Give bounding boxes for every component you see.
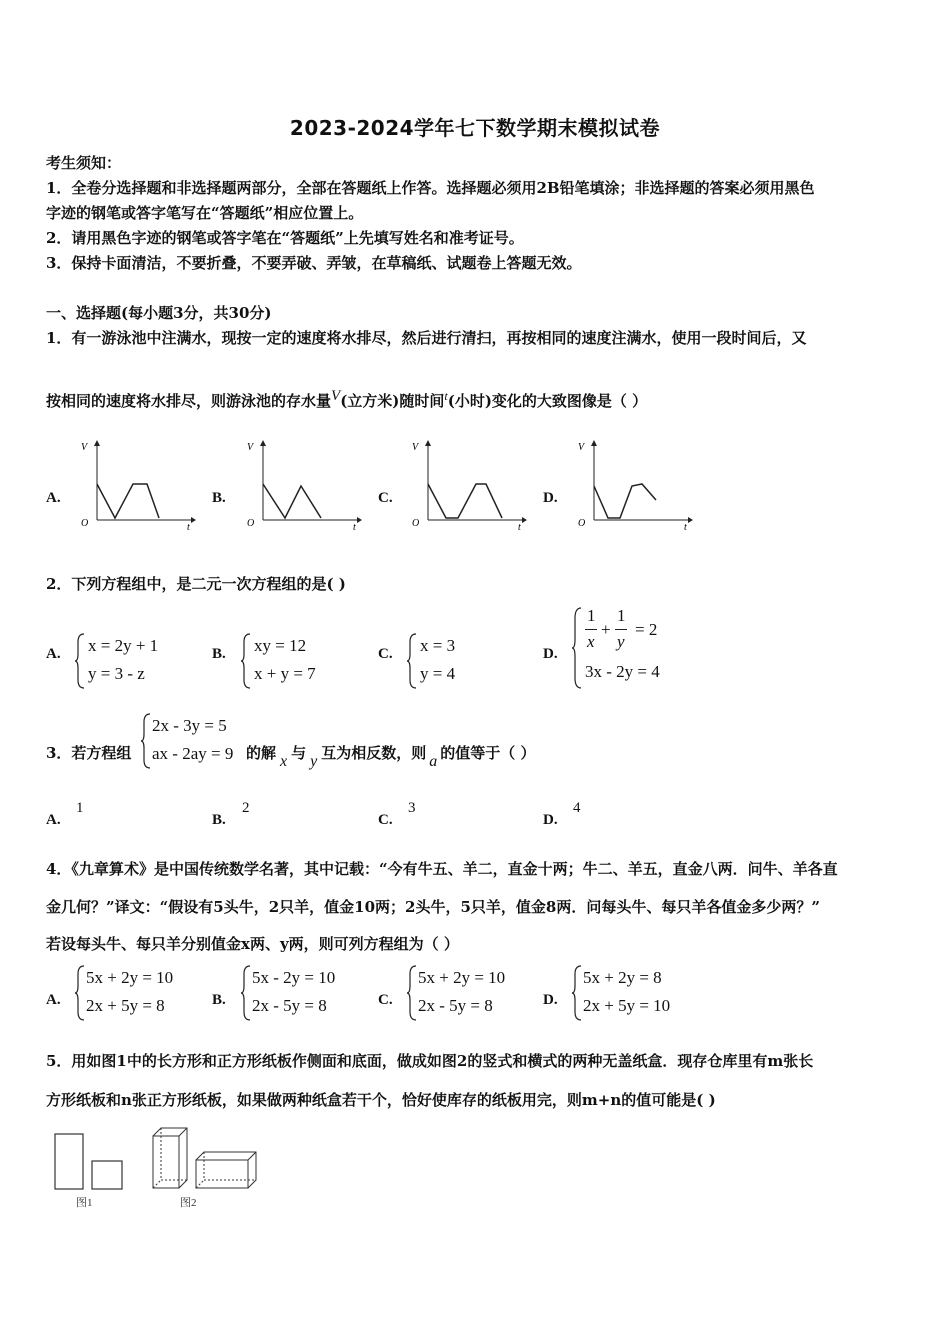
q2-c-brace <box>406 632 418 690</box>
notice-item-1: 1．全卷分选择题和非选择题两部分，全部在答题纸上作答。选择题必须用2B铅笔填涂；非选择题的答案必须用黑色 <box>46 179 815 197</box>
q1-var-t: t <box>444 389 448 403</box>
q2-stem: 2．下列方程组中，是二元一次方程组的是( ) <box>46 575 346 593</box>
q3-system <box>152 712 233 768</box>
q1-option-d: D. <box>543 490 558 506</box>
q3-brace <box>140 712 152 770</box>
fig1-square <box>92 1161 122 1189</box>
q4-line2: 金几何？”译文：“假设有5头牛，2只羊，值金10两；2头牛，5只羊，值金8两．问每头牛、每只羊各值金多少两？” <box>46 898 820 916</box>
q1-c-axis-v: V <box>412 442 419 453</box>
q2-d-brace <box>571 606 583 690</box>
q4-d-brace <box>571 964 583 1022</box>
notice-item-2: 2．请用黑色字迹的钢笔或答字笔在“答题纸”上先填写姓名和准考证号。 <box>46 229 524 247</box>
q2-option-d: D. <box>543 646 558 662</box>
q3-value-d: 4 <box>573 800 581 816</box>
q1-d-axis-v: V <box>578 442 585 453</box>
q4-option-c: C. <box>378 992 393 1008</box>
q4-d-eq2: 2x + 5y = 10 <box>583 996 671 1015</box>
q1-b-axis-o: O <box>247 518 255 529</box>
q2-d-eq1-rhs: = 2 <box>635 620 658 639</box>
q1-graph-c <box>406 436 531 536</box>
q3-option-c: C. <box>378 812 393 828</box>
q1-c-axis-t: t <box>518 522 521 533</box>
q3-option-d: D. <box>543 812 558 828</box>
section-heading: 一、选择题(每小题3分，共30分) <box>46 304 272 322</box>
q4-d-system <box>583 964 670 1020</box>
q4-b-system <box>252 964 335 1020</box>
q1-a-axis-v: V <box>81 442 88 453</box>
q4-option-a: A. <box>46 992 61 1008</box>
q3-var-x: x <box>280 753 288 770</box>
q2-b-eq1: xy = 12 <box>254 636 307 655</box>
q1-line2-c: (小时)变化的大致图像是（ ） <box>447 392 648 410</box>
q3-eq2: ax - 2ay = 9 <box>152 744 234 763</box>
q4-b-brace <box>240 964 252 1022</box>
fig1-label: 图1 <box>76 1197 93 1209</box>
q3-var-y: y <box>310 753 318 770</box>
q2-d-num1: 1 <box>587 606 596 625</box>
q2-b-brace <box>240 632 252 690</box>
q2-a-brace <box>74 632 86 690</box>
q2-d-eq2: 3x - 2y = 4 <box>585 662 660 681</box>
q4-line1: 4．《九章算术》是中国传统数学名著，其中记载：“今有牛五、羊二，直金十两；牛二、羊五，直金八两．问牛、羊各直 <box>46 860 838 878</box>
q1-graph-b <box>241 436 366 536</box>
q4-a-eq1: 5x + 2y = 10 <box>86 968 174 987</box>
fig2-horizontal-box <box>196 1152 256 1188</box>
q4-c-brace <box>406 964 418 1022</box>
q2-option-c: C. <box>378 646 393 662</box>
notice-heading: 考生须知： <box>46 154 122 172</box>
q1-option-a: A. <box>46 490 61 506</box>
q2-option-b: B. <box>212 646 226 662</box>
q2-b-eq2: x + y = 7 <box>254 664 316 683</box>
q1-d-axis-o: O <box>578 518 586 529</box>
q1-line2 <box>46 390 647 411</box>
q2-d-plus: + <box>601 620 611 639</box>
notice-item-3: 3．保持卡面清洁，不要折叠，不要弄破、弄皱，在草稿纸、试题卷上答题无效。 <box>46 254 582 272</box>
fig2-vertical-box <box>153 1128 187 1188</box>
q2-c-eq1: x = 3 <box>420 636 456 655</box>
q4-d-eq1: 5x + 2y = 8 <box>583 968 662 987</box>
q4-b-eq2: 2x - 5y = 8 <box>252 996 327 1015</box>
q2-b-system <box>254 632 316 688</box>
page-title: 2023-2024学年七下数学期末模拟试卷 <box>289 116 661 140</box>
q2-d-fracbar1 <box>585 629 597 630</box>
notice-item-1-cont: 字迹的钢笔或答字笔写在“答题纸”相应位置上。 <box>46 204 364 222</box>
q5-line2: 方形纸板和n张正方形纸板，如果做两种纸盒若干个，恰好使库存的纸板用完，则m+n的值可能是( ) <box>46 1091 716 1109</box>
q1-option-c: C. <box>378 490 393 506</box>
q2-d-fracbar2 <box>615 629 627 630</box>
q1-d-axis-t: t <box>684 522 687 533</box>
q1-a-axis-o: O <box>81 518 89 529</box>
q2-d-den2: y <box>617 632 625 651</box>
q4-c-system <box>418 964 505 1020</box>
q1-a-axis-t: t <box>187 522 190 533</box>
fig1-rectangle <box>55 1134 83 1189</box>
q2-option-a: A. <box>46 646 61 662</box>
q3-value-c: 3 <box>408 800 416 816</box>
q5-line1: 5．用如图1中的长方形和正方形纸板作侧面和底面，做成如图2的竖式和横式的两种无盖纸盒．现存仓库里有m张长 <box>46 1052 814 1070</box>
q2-a-eq1: x = 2y + 1 <box>88 636 159 655</box>
q5-figures <box>50 1124 270 1214</box>
q1-b-axis-t: t <box>353 522 356 533</box>
q4-a-eq2: 2x + 5y = 8 <box>86 996 165 1015</box>
q2-a-eq2: y = 3 - z <box>88 664 145 683</box>
q2-d-den1: x <box>587 632 595 651</box>
q1-var-v: V <box>331 388 341 404</box>
q2-c-system <box>420 632 455 688</box>
q2-c-eq2: y = 4 <box>420 664 456 683</box>
q4-c-eq2: 2x - 5y = 8 <box>418 996 493 1015</box>
q2-a-system <box>88 632 158 688</box>
q4-c-eq1: 5x + 2y = 10 <box>418 968 506 987</box>
q3-var-a: a <box>429 753 438 770</box>
fig2-label: 图2 <box>180 1197 197 1209</box>
q3-value-b: 2 <box>242 800 250 816</box>
q1-c-axis-o: O <box>412 518 420 529</box>
q1-line1: 1．有一游泳池中注满水，现按一定的速度将水排尽，然后进行清扫，再按相同的速度注满水，使用一段时间后，又 <box>46 329 807 347</box>
q2-d-num2: 1 <box>617 606 626 625</box>
q1-b-axis-v: V <box>247 442 254 453</box>
q1-graph-a <box>75 436 200 536</box>
q3-mid2: 与 <box>291 744 307 762</box>
q4-a-system <box>86 964 173 1020</box>
q2-d-eq1 <box>585 606 695 658</box>
q4-a-brace <box>74 964 86 1022</box>
q4-b-eq1: 5x - 2y = 10 <box>252 968 336 987</box>
q3-option-b: B. <box>212 812 226 828</box>
q4-line3: 若设每头牛、每只羊分别值金x两、y两，则可列方程组为（ ） <box>46 935 459 953</box>
q1-graph-d <box>572 436 697 536</box>
q1-line2-a: 按相同的速度将水排尽，则游泳池的存水量 <box>46 392 332 410</box>
q3-mid3: 互为相反数，则 <box>321 744 427 762</box>
q1-option-b: B. <box>212 490 226 506</box>
q3-eq1: 2x - 3y = 5 <box>152 716 227 735</box>
q1-line2-b: (立方米)随时间 <box>340 392 445 410</box>
q3-value-a: 1 <box>76 800 84 816</box>
q3-label: 3．若方程组 <box>46 744 132 762</box>
q3-stem-rest <box>246 742 536 770</box>
q3-mid1: 的解 <box>246 744 277 762</box>
q4-option-d: D. <box>543 992 558 1008</box>
q3-mid4: 的值等于（ ） <box>440 744 536 762</box>
q3-option-a: A. <box>46 812 61 828</box>
q4-option-b: B. <box>212 992 226 1008</box>
